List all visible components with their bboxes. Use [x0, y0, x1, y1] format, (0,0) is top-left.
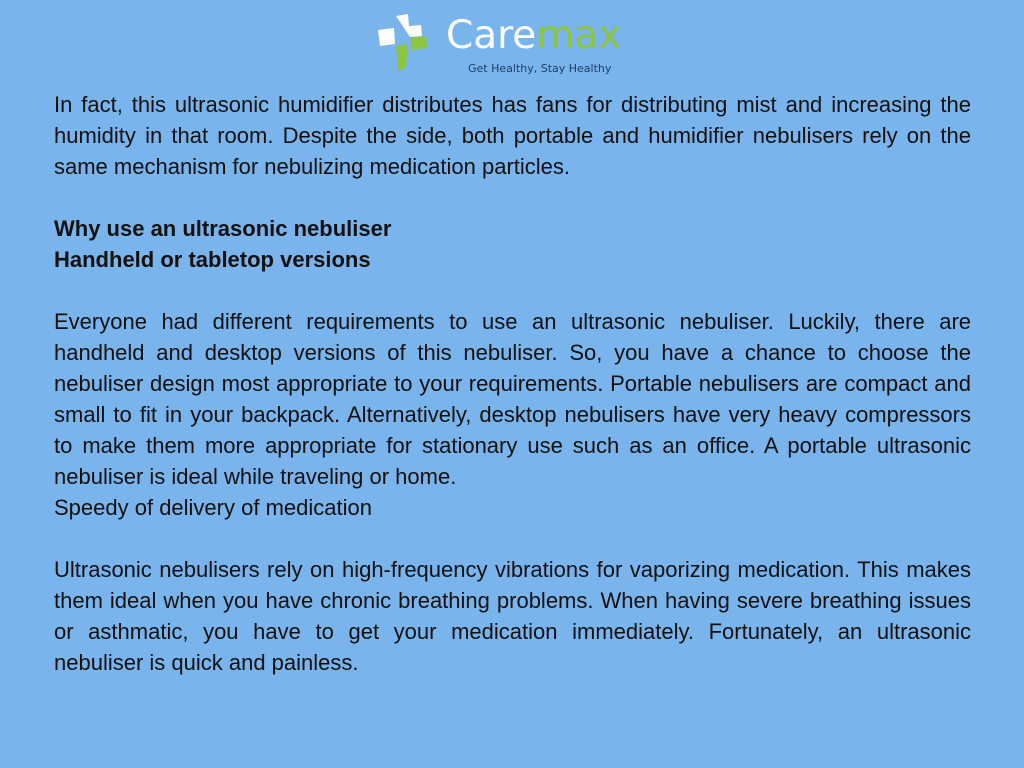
brand-name-part2: max: [536, 13, 622, 58]
intro-paragraph: In fact, this ultrasonic humidifier distributes has fans for distributing mist and increasing the humidity in that room. Despite the side, both portable and humidifier nebulisers rely on the same mechanism for nebulizing medication particles.: [54, 92, 971, 179]
spacer: [54, 275, 971, 306]
medical-cross-logo-icon: [376, 10, 432, 72]
delivery-heading: Speedy of delivery of medication: [54, 495, 372, 520]
versions-paragraph: Everyone had different requirements to use an ultrasonic nebuliser. Luckily, there are handheld and desktop versions of this nebuliser. So, you have a chance to choose the nebuliser design most appropriate to your requirements. Portable nebulisers are compact and small to fit in your backpack. Alternatively, desktop nebulisers have very heavy compressors to make them more appropriate for stationary use such as an office. A portable ultrasonic nebuliser is ideal while traveling or home.: [54, 309, 971, 489]
section-subheading: Handheld or tabletop versions: [54, 247, 371, 272]
brand-logo: [376, 8, 656, 76]
section-heading: Why use an ultrasonic nebuliser: [54, 216, 392, 241]
brand-name: [446, 14, 621, 58]
delivery-paragraph: Ultrasonic nebulisers rely on high-frequency vibrations for vaporizing medication. This makes them ideal when you have chronic breathing problems. When having severe breathing issues or asthmatic, you have to get your medication immediately. Fortunately, an ultrasonic nebuliser is quick and painless.: [54, 557, 971, 675]
spacer: [54, 523, 971, 554]
brand-name-part1: Care: [446, 13, 537, 58]
spacer: [54, 182, 971, 213]
brand-tagline: Get Healthy, Stay Healthy: [468, 62, 612, 75]
article-body: [54, 89, 971, 678]
